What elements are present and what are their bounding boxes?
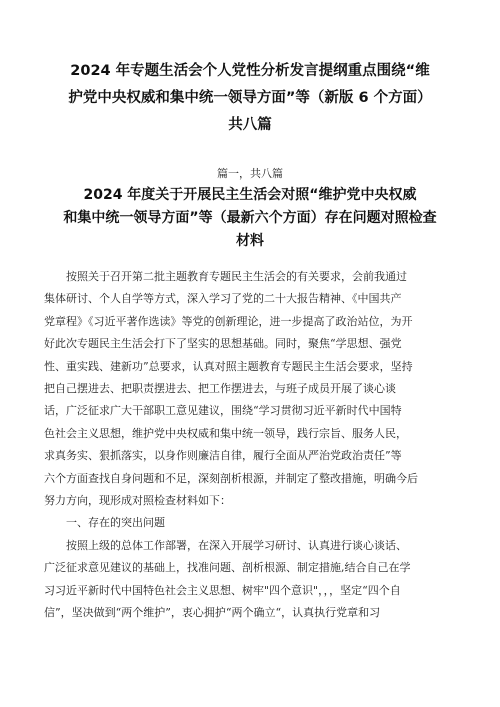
- document-body: [44, 266, 460, 625]
- body-line: 努力方向，现形成对照检查材料如下：: [44, 494, 231, 508]
- body-line: 色社会主义思想，维护党中央权威和集中统一领导，践行宗旨、服务人民，: [44, 426, 407, 440]
- article-title-line: 2024 年度关于开展民主生活会对照“维护党中央权威: [83, 187, 417, 203]
- body-line: 党章程》《习近平著作选读》等党的创新理论，进一步提高了政治站位，为开: [44, 314, 413, 328]
- article-title-line: 和集中统一领导方面”等（最新六个方面）存在问题对照检查: [63, 210, 437, 226]
- body-line: 话，广泛征求广大干部职工意见建议，围绕“学习贯彻习近平新时代中国特: [44, 404, 402, 418]
- document-title-line: 2024 年专题生活会个人党性分析发言提纲重点围绕“维: [70, 63, 430, 79]
- section-paragraph: [44, 535, 460, 625]
- body-line: 信”，坚决做到“两个维护”，衷心拥护“两个确立“，认真执行党章和习: [44, 606, 381, 620]
- body-line: 广泛征求意见建议的基础上，找准问题、剖析根源、制定措施,结合自己在学: [44, 561, 411, 575]
- document-title-line: 共八篇: [228, 117, 272, 133]
- body-line: 按照关于召开第二批主题教育专题民主生活会的有关要求，会前我通过: [66, 270, 407, 283]
- article-title-line: 材料: [236, 233, 264, 249]
- body-line: 性、重实践、建新功”总要求，认真对照主题教育专题民主生活会要求，坚持: [44, 359, 413, 373]
- body-line: 六个方面查找自身问题和不足，深刻剖析根源，并制定了整改措施，明确今后: [44, 471, 418, 485]
- body-line: 把自己摆进去、把职责摆进去、把工作摆进去，与班子成员开展了谈心谈: [44, 382, 396, 396]
- section-heading: 一、存在的突出问题: [66, 516, 165, 530]
- body-line: 好此次专题民主生活会打下了坚实的思想基础。同时，聚焦“学思想、强党: [44, 337, 402, 351]
- body-line: 习习近平新时代中国特色社会主义思想、树牢"四个意识"，，，坚定“四个自: [44, 583, 401, 597]
- intro-paragraph: [44, 266, 460, 512]
- body-line: 集体研讨、个人自学等方式，深入学习了党的二十大报告精神、《中国共产: [44, 292, 402, 306]
- body-line: 求真务实、狠抓落实，以身作则廉洁自律，履行全面从严治党政治责任”等: [44, 449, 402, 463]
- part-label: 篇一，共八篇: [217, 167, 283, 180]
- body-line: 按照上级的总体工作部署，在深入开展学习研讨、认真进行谈心谈话、: [66, 538, 407, 552]
- article-title: [40, 184, 460, 253]
- document-title: [40, 58, 460, 139]
- document-title-line: 护党中央权威和集中统一领导方面”等（新版 6 个方面）: [68, 90, 432, 106]
